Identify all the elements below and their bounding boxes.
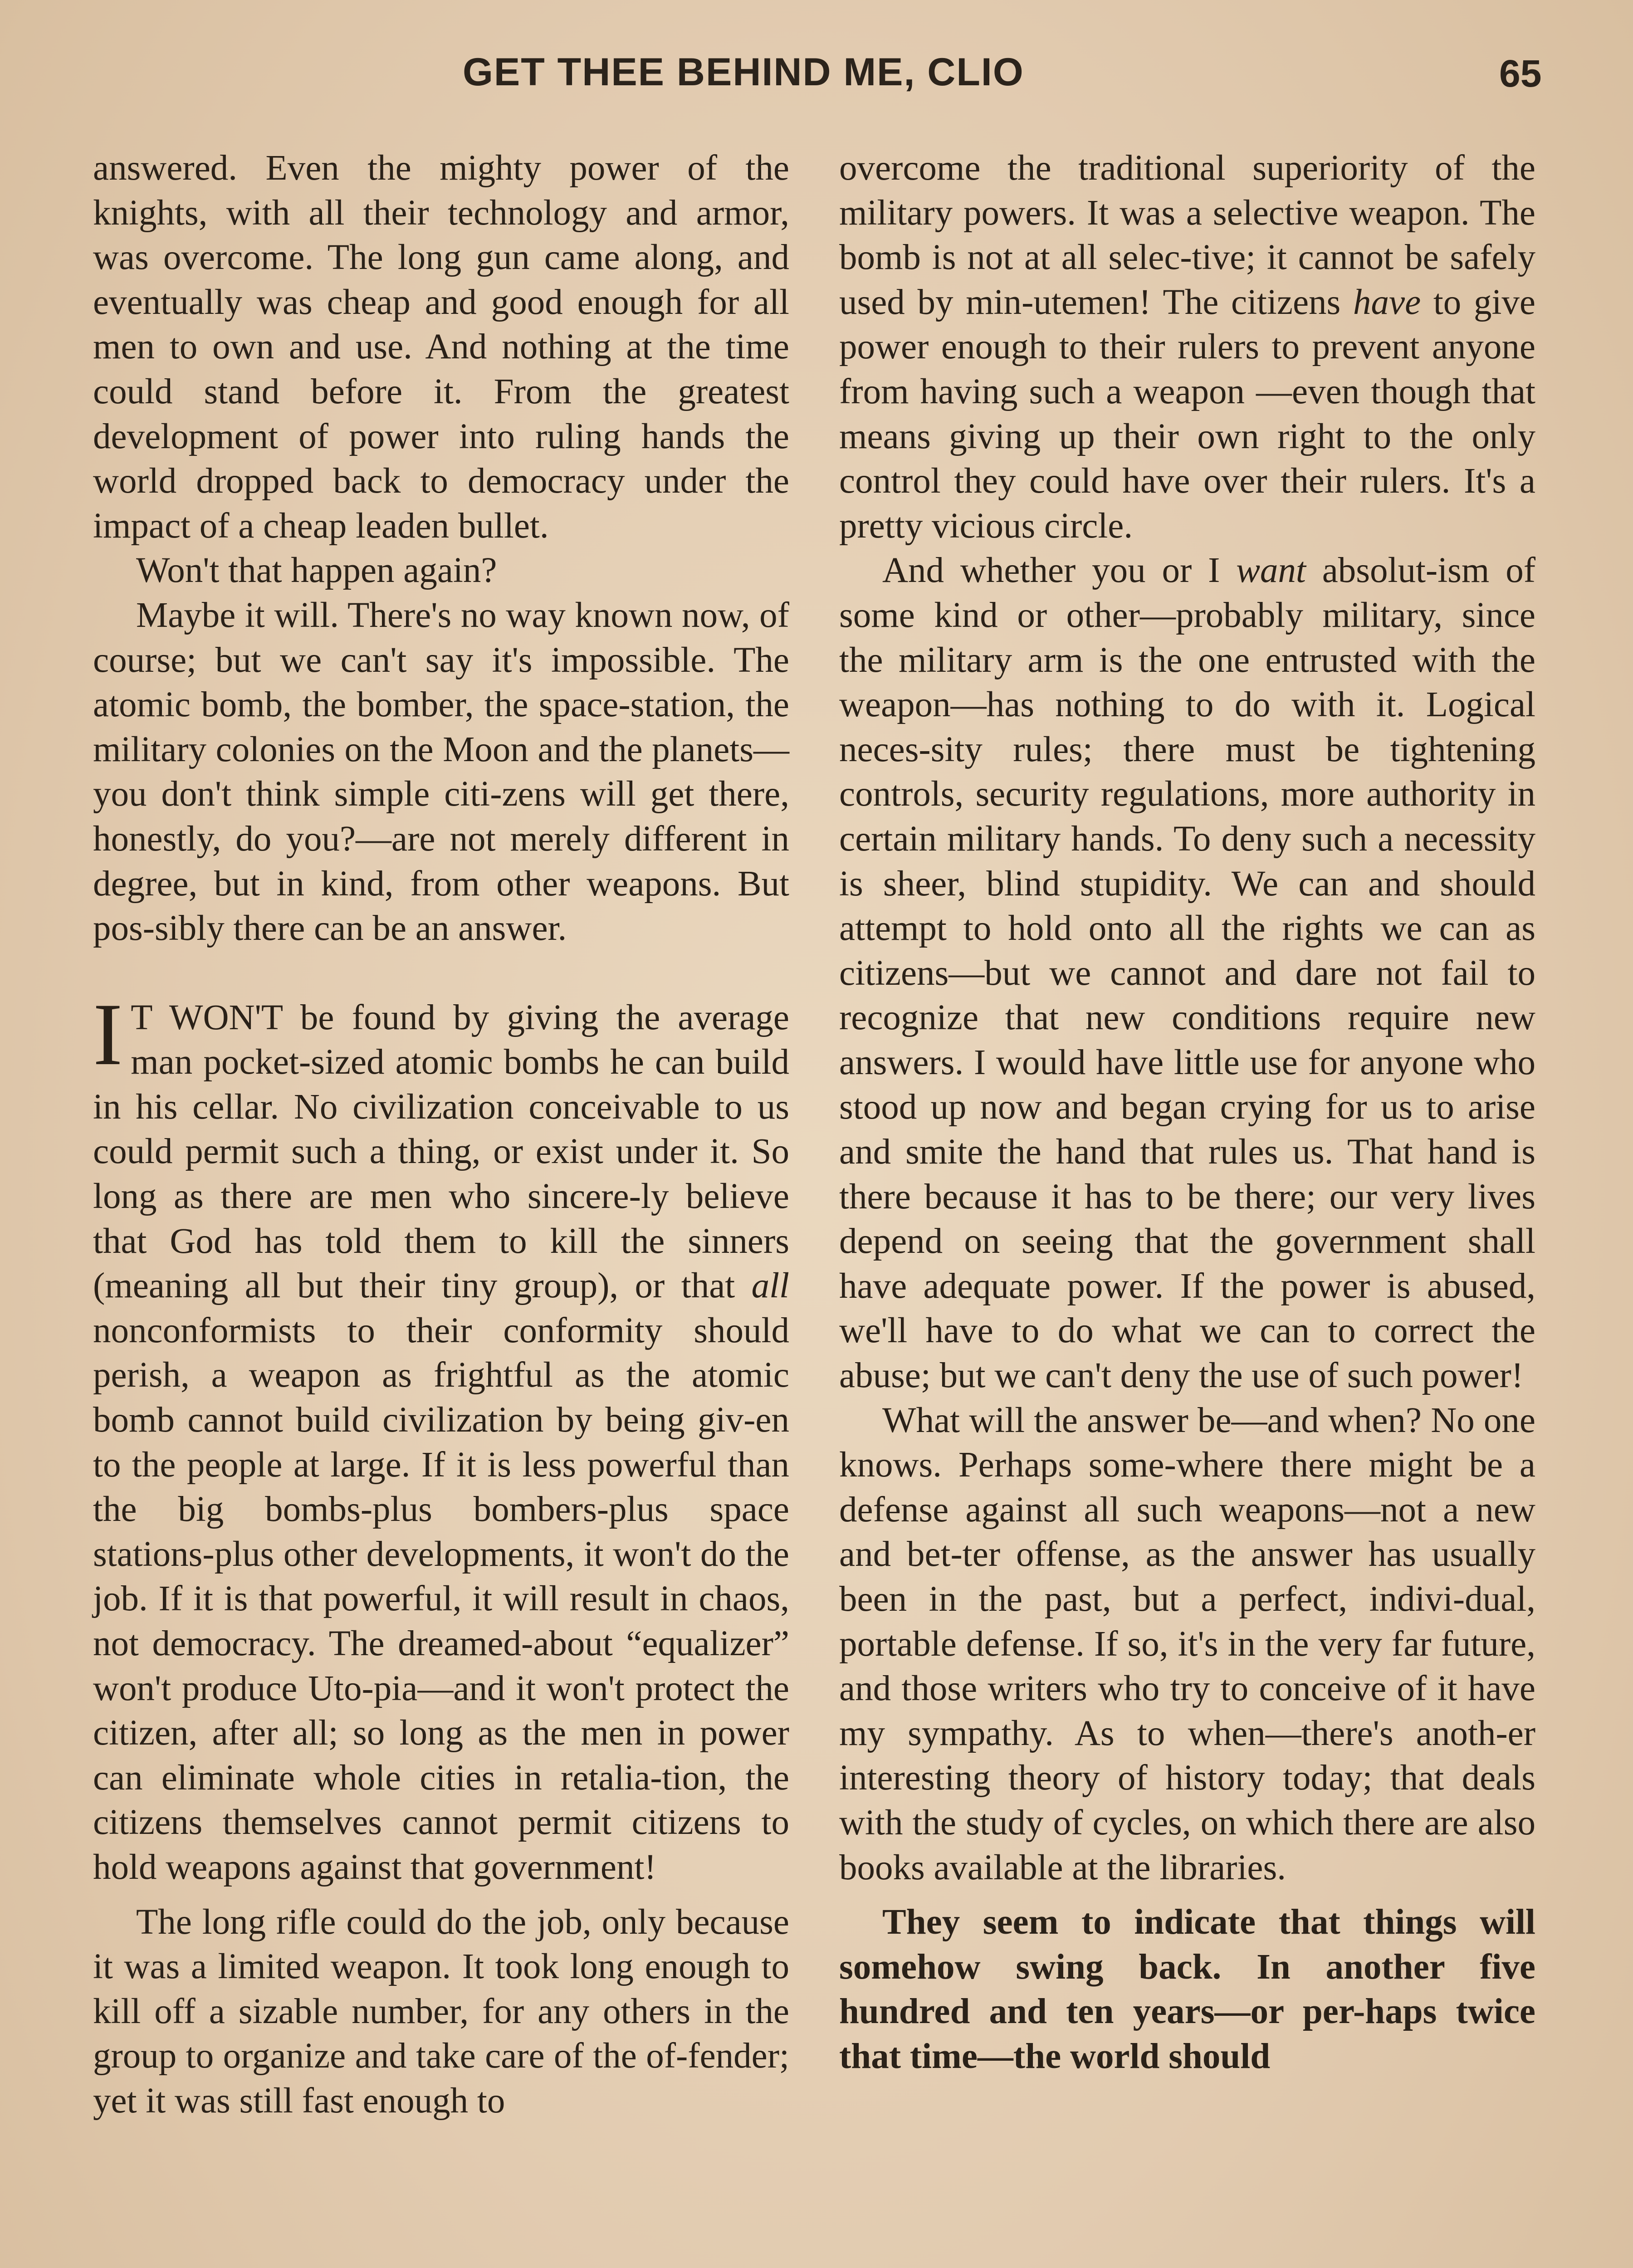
page-number: 65 xyxy=(1499,52,1542,95)
running-title: GET THEE BEHIND ME, CLIO xyxy=(463,50,1024,94)
paragraph: The long rifle could do the job, only because it was a limited weapon. It took long enough to kill off a sizable number, for any others in the group to organize and take care of the of-fender; yet it was still fast enough to xyxy=(93,1902,789,2121)
paragraph-text: And whether you or I xyxy=(882,551,1237,591)
left-column xyxy=(93,146,789,2124)
emphasis: all xyxy=(751,1266,789,1306)
running-head xyxy=(0,50,1633,104)
paragraph xyxy=(839,146,1535,548)
paragraph-text: absolut-ism of some kind or other—probably military, since the military arm is the one entrusted with the weapon—has nothing to do with it. Logical neces-sity rules; there must be tightening controls, security regulations, more authority in certain military hands. To deny such a necessity is sheer, blind stupidity. We can and should attempt to hold onto all the rights we can as citizens—but we cannot and dare not fail to recognize that new conditions require new answers. I would have little use for anyone who stood up now and began crying for us to arise and smite the hand that rules us. That hand is there because it has to be there; our very lives depend on seeing that the government shall have adequate power. If the power is abused, we'll have to do what we can to correct the abuse; but we can't deny the use of such power! xyxy=(839,551,1535,1396)
emphasis: want xyxy=(1236,551,1306,591)
section-opening-paragraph xyxy=(93,985,789,1890)
paragraph xyxy=(839,548,1535,1398)
paragraph-text: nonconformists to their conformity should perish, a weapon as frightful as the atomic bomb cannot build civilization by being giv-en to the people at large. If it is less powerful than the big bombs-plus bombers-plus space stations-plus other developments, it won't do the job. If it is that powerful, it will result in chaos, not democracy. The dreamed-about “equalizer” won't produce Uto-pia—and it won't protect the citizen, after all; so long as the men in power can eliminate whole cities in retalia-tion, the citizens themselves cannot permit citizens to hold weapons against that government! xyxy=(93,1310,789,1887)
paragraph: They seem to indicate that things will somehow swing back. In another five hundred and ten years—or per-haps twice that time—the world should xyxy=(839,1902,1535,2076)
paragraph-text: to give power enough to their rulers to prevent anyone from having such a weapon —even though that means giving up their own right to the only control they could have over their rulers. It's a pretty vicious circle. xyxy=(839,282,1535,546)
emphasis: have xyxy=(1353,282,1421,322)
right-column xyxy=(839,146,1535,2079)
paragraph: Maybe it will. There's no way known now, of course; but we can't say it's impossible. The atomic bomb, the bomber, the space-station, the military colonies on the Moon and the planets—you don't think simple citi-zens will get there, honestly, do you?—are not merely different in degree, but in kind, from other weapons. But pos-sibly there can be an answer. xyxy=(93,595,789,948)
paragraph-text: overcome the traditional superiority of the military powers. It was a selective weapon. The bomb is not at all selec-tive; it cannot be safely used by min-utemen! The citizens xyxy=(839,148,1535,322)
paragraph-text: T WON'T be found by giving the average man pocket-sized atomic bombs he can build in his cellar. No civilization conceivable to us could permit such a thing, or exist under it. So long as there are men who sincere-ly believe that God has told them to kill the sinners (meaning all but their tiny group), or that xyxy=(93,997,789,1306)
paragraph: Won't that happen again? xyxy=(136,551,497,591)
paragraph: answered. Even the mighty power of the knights, with all their technology and armor, was overcome. The long gun came along, and eventually was cheap and good enough for all men to own and use. And nothing at the time could stand before it. From the greatest development of power into ruling hands the world dropped back to democracy under the impact of a cheap leaden bullet. xyxy=(93,148,789,546)
drop-cap: I xyxy=(93,985,123,1084)
paragraph: What will the answer be—and when? No one knows. Perhaps some-where there might be a defense against all such weapons—not a new and bet-ter offense, as the answer has usually been in the past, but a perfect, indivi-dual, portable defense. If so, it's in the very far future, and those writers who try to conceive of it have my sympathy. As to when—there's anoth-er interesting theory of history today; that deals with the study of cycles, on which there are also books available at the libraries. xyxy=(839,1400,1535,1887)
